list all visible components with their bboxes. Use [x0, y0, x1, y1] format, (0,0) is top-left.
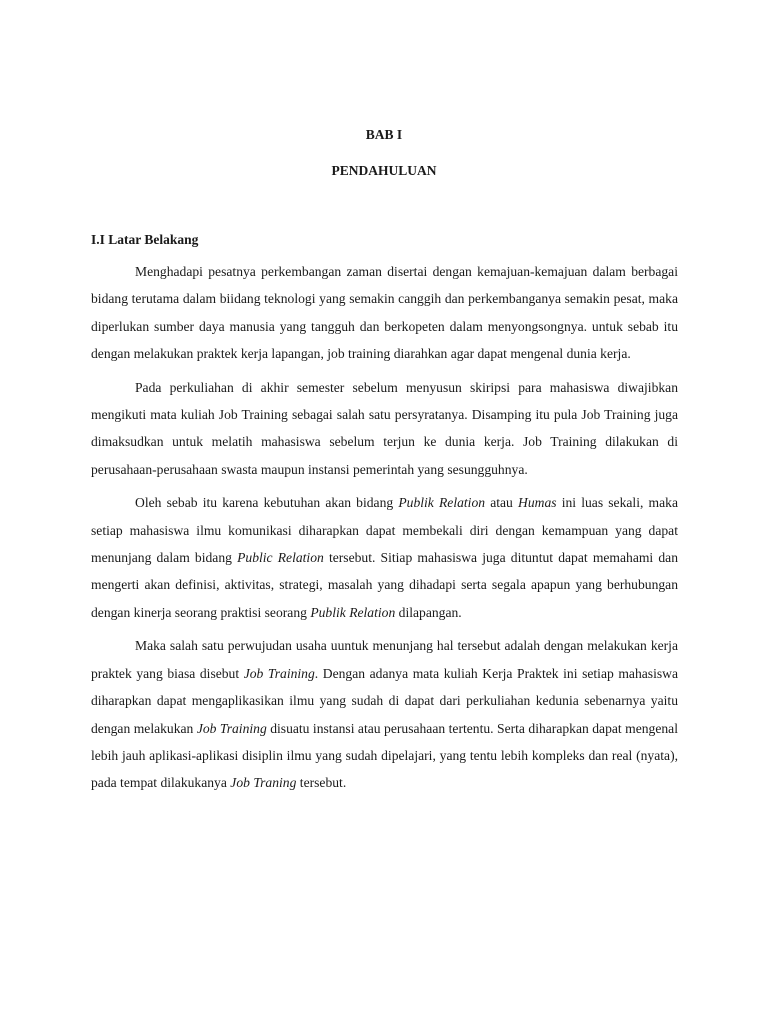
italic-term: Publik Relation: [310, 604, 396, 620]
italic-term: Publik Relation: [398, 495, 486, 511]
italic-term: Public Relation: [237, 550, 324, 566]
paragraph: [91, 374, 678, 484]
italic-term: Job Training: [243, 665, 315, 681]
text-run: disuatu instansi atau perusahaan tertentu. Serta diharapkan dapat mengenal lebih jauh aplikasi-aplikasi disiplin ilmu yang sudah dipelajari, yang tentu lebih kompleks dan real (nyata), pada tempat dilakukanya: [91, 720, 678, 791]
section-heading: I.I Latar Belakang: [91, 232, 199, 247]
text-run: Pada perkuliahan di akhir semester sebelum menyusun skiripsi para mahasiswa diwajibkan mengikuti mata kuliah Job Training sebagai salah satu persyratanya. Disamping itu pula Job Training juga dimaksudkan untuk melatih mahasiswa sebelum terjun ke dunia kerja. Job Training dilakukan di perusahaan-perusahaan swasta maupun instansi pemerintah yang sesungguhnya.: [91, 379, 678, 477]
text-run: atau: [485, 495, 519, 511]
italic-term: Job Traning: [230, 775, 297, 791]
text-run: . Dengan adanya mata kuliah Kerja Praktek ini setiap mahasiswa diharapkan dapat mengaplikasikan ilmu yang sudah di dapat dari perkuliahan kedunia sebenarnya yaitu dengan melakukan: [91, 665, 678, 736]
paragraph: [91, 489, 678, 626]
text-run: ini luas sekali, maka setiap mahasiswa ilmu komunikasi diharapkan dapat membekali diri dengan kemampuan yang dapat menunjang dalam bidang: [91, 495, 678, 566]
paragraph: [91, 258, 678, 368]
text-run: tersebut. Sitiap mahasiswa juga dituntut dapat memahami dan mengerti akan definisi, aktivitas, strategi, masalah yang dihadapi serta segala apapun yang berhubungan dengan kinerja seorang praktisi seorang: [91, 550, 678, 620]
paragraph: [91, 632, 678, 796]
text-run: Maka salah satu perwujudan usaha uuntuk menunjang hal tersebut adalah dengan melakukan kerja praktek yang biasa disebut: [91, 638, 678, 681]
text-run: Menghadapi pesatnya perkembangan zaman disertai dengan kemajuan-kemajuan dalam berbagai bidang terutama dalam biidang teknologi yang semakin canggih dan perkembanganya semakin pesat, maka diperlukan sumber daya manusia yang tangguh dan berkopeten dalam menyongsongnya. untuk sebab itu dengan melakukan praktek kerja lapangan, job training diarahkan agar dapat mengenal dunia kerja.: [91, 264, 678, 362]
chapter-number: BAB I: [365, 127, 403, 142]
italic-term: Humas: [518, 495, 557, 511]
text-run: tersebut.: [296, 775, 347, 791]
body-text: [91, 258, 678, 803]
chapter-title: PENDAHULUAN: [331, 163, 437, 178]
italic-term: Job Training: [196, 720, 267, 736]
text-run: Oleh sebab itu karena kebutuhan akan bidang: [135, 495, 399, 511]
text-run: dilapangan.: [395, 604, 462, 620]
